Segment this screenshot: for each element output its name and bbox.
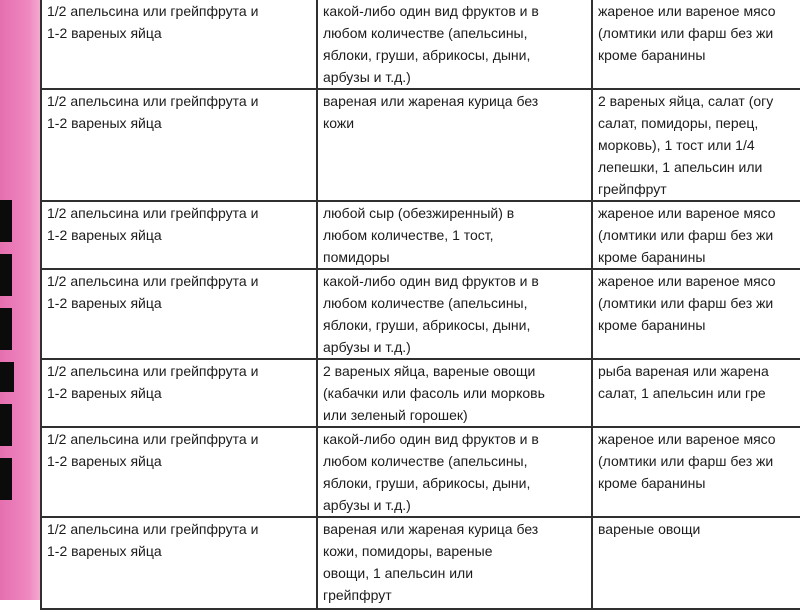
lunch-cell: 2 вареных яйца, вареные овощи (кабачки или фасоль или морковь или зеленый горошек) <box>317 359 592 427</box>
side-glyph <box>0 404 12 446</box>
side-glyph <box>0 362 14 392</box>
bottom-left-fade <box>44 566 134 600</box>
lunch-cell: какой-либо один вид фруктов и в любом количестве (апельсины, яблоки, груши, абрикосы, дыни, арбузы и т.д.) <box>317 427 592 517</box>
table-row <box>41 517 800 609</box>
lunch-cell: какой-либо один вид фруктов и в любом количестве (апельсины, яблоки, груши, абрикосы, дыни, арбузы и т.д.) <box>317 269 592 359</box>
dinner-cell: жареное или вареное мясо (ломтики или фарш без жи кроме баранины <box>592 0 800 89</box>
breakfast-cell: 1/2 апельсина или грейпфрута и 1-2 вареных яйца <box>41 89 317 201</box>
lunch-cell: любой сыр (обезжиренный) в любом количестве, 1 тост, помидоры <box>317 201 592 269</box>
breakfast-cell: 1/2 апельсина или грейпфрута и 1-2 вареных яйца <box>41 517 317 609</box>
table-row <box>41 269 800 359</box>
lunch-cell: какой-либо один вид фруктов и в любом количестве (апельсины, яблоки, груши, абрикосы, дыни, арбузы и т.д.) <box>317 0 592 89</box>
table-row <box>41 359 800 427</box>
table-row <box>41 201 800 269</box>
diet-table-container <box>40 0 800 610</box>
side-glyph <box>0 458 12 500</box>
lunch-cell: вареная или жареная курица без кожи <box>317 89 592 201</box>
table-row <box>41 0 800 89</box>
side-glyph <box>0 200 12 242</box>
dinner-cell: жареное или вареное мясо (ломтики или фарш без жи кроме баранины <box>592 269 800 359</box>
dinner-cell: жареное или вареное мясо (ломтики или фарш без жи кроме баранины <box>592 427 800 517</box>
dinner-cell: жареное или вареное мясо (ломтики или фарш без жи кроме баранины <box>592 201 800 269</box>
dinner-cell: вареные овощи <box>592 517 800 609</box>
breakfast-cell: 1/2 апельсина или грейпфрута и 1-2 вареных яйца <box>41 359 317 427</box>
breakfast-cell: 1/2 апельсина или грейпфрута и 1-2 вареных яйца <box>41 201 317 269</box>
dinner-cell: рыба вареная или жарена салат, 1 апельсин или гре <box>592 359 800 427</box>
breakfast-cell: 1/2 апельсина или грейпфрута и 1-2 вареных яйца <box>41 269 317 359</box>
side-glyph <box>0 254 12 296</box>
breakfast-cell: 1/2 апельсина или грейпфрута и 1-2 вареных яйца <box>41 427 317 517</box>
side-glyph <box>0 308 12 350</box>
breakfast-cell: 1/2 апельсина или грейпфрута и 1-2 вареных яйца <box>41 0 317 89</box>
side-letter-fragments <box>0 200 12 520</box>
lunch-cell: вареная или жареная курица без кожи, помидоры, вареные овощи, 1 апельсин или грейпфрут <box>317 517 592 609</box>
diet-table <box>40 0 800 610</box>
dinner-cell: 2 вареных яйца, салат (огу салат, помидоры, перец, морковь), 1 тост или 1/4 лепешки, 1 апельсин или грейпфрут <box>592 89 800 201</box>
table-row <box>41 89 800 201</box>
table-row <box>41 427 800 517</box>
